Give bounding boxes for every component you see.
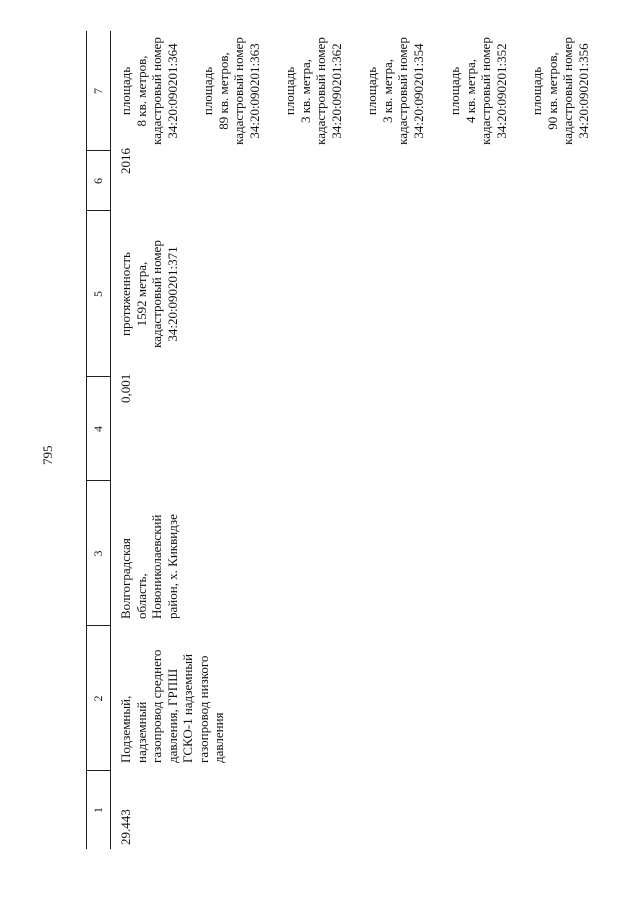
area-entry (447, 31, 509, 151)
area-line: площадь (282, 66, 297, 116)
object-name-line: давления (211, 712, 226, 763)
col5-extent (118, 211, 180, 377)
area-entry (529, 31, 591, 151)
area-line: площадь (118, 66, 133, 116)
data-table (86, 31, 606, 849)
area-entry (118, 31, 180, 151)
table-header-rule (110, 31, 111, 849)
area-entry (282, 31, 344, 151)
area-line: 34:20:090201:364 (164, 43, 180, 139)
area-line: кадастровый номер (395, 37, 410, 145)
object-name-line: газопровод низкого (195, 655, 211, 763)
col6-year: 2016 (118, 148, 133, 174)
location-line: область, (133, 573, 149, 619)
area-line: 89 кв. метров, (215, 52, 231, 130)
object-name-line: ГСКО-1 надземный (180, 653, 195, 763)
header-col-3: 3 (91, 550, 105, 557)
area-line: площадь (529, 66, 544, 116)
object-name-line: надземный (133, 701, 149, 763)
area-line: 90 кв. метров, (544, 52, 560, 130)
area-line: площадь (364, 66, 379, 116)
location-line: Новониколаевский (149, 514, 164, 619)
object-name-line: газопровод среднего (149, 649, 164, 763)
area-entry (364, 31, 426, 151)
extent-line: протяженность (118, 252, 133, 336)
area-line: 34:20:090201:352 (493, 43, 509, 139)
area-line: площадь (200, 66, 215, 116)
area-line: площадь (447, 66, 462, 116)
row-number: 29.443 (118, 809, 133, 845)
header-col-4: 4 (91, 426, 105, 432)
area-line: кадастровый номер (560, 37, 575, 145)
header-col-5: 5 (91, 291, 105, 297)
area-line: 34:20:090201:363 (246, 43, 262, 139)
area-line: 34:20:090201:354 (410, 43, 426, 139)
area-line: кадастровый номер (313, 37, 328, 145)
table-top-rule (86, 31, 87, 849)
extent-line: 34:20:090201:371 (164, 246, 180, 342)
page-number: 795 (40, 445, 55, 465)
area-line: 3 кв. метра, (379, 58, 395, 124)
header-col-6: 6 (91, 178, 105, 184)
col4-value: 0,001 (118, 373, 133, 403)
area-entry (200, 31, 262, 151)
area-line: кадастровый номер (478, 37, 493, 145)
header-col-2: 2 (91, 695, 105, 702)
header-col-7: 7 (91, 88, 105, 94)
area-line: 34:20:090201:356 (575, 43, 591, 139)
location-line: Волгоградская (118, 538, 133, 619)
area-line: 34:20:090201:362 (328, 43, 344, 139)
area-line: кадастровый номер (149, 37, 164, 145)
area-line: кадастровый номер (231, 37, 246, 145)
header-col-1: 1 (91, 807, 105, 813)
location-line: район, х. Киквидзе (164, 514, 180, 619)
extent-line: 1592 метра, (133, 261, 149, 327)
object-name (118, 650, 227, 763)
object-location (118, 514, 180, 619)
extent-line: кадастровый номер (149, 240, 164, 348)
area-line: 8 кв. метров, (133, 55, 149, 127)
object-name-line: давления, ГРПШ (164, 668, 180, 763)
area-line: 4 кв. метра, (462, 58, 478, 124)
object-name-line: Подземный, (118, 695, 133, 763)
area-line: 3 кв. метра, (297, 58, 313, 124)
